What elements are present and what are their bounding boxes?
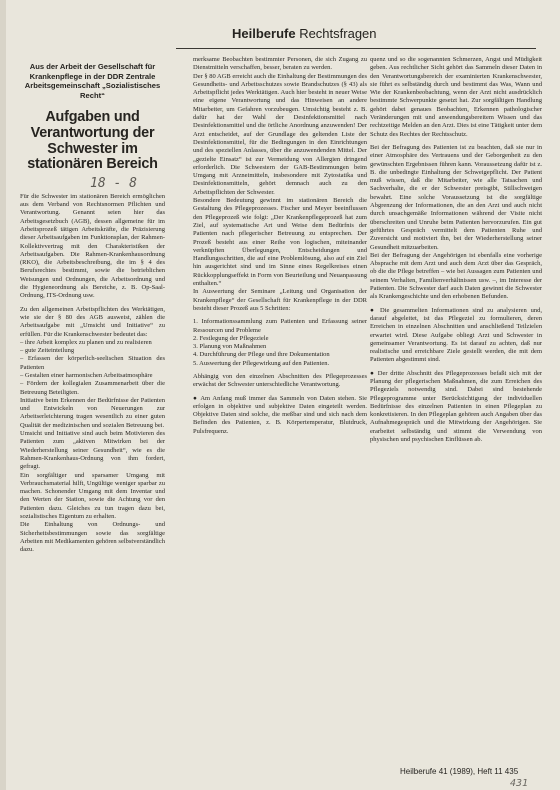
article-title: Aufgaben und Verantwortung der Schwester im stationären Bereich (27, 109, 158, 173)
paragraph: Initiative beim Erkennen der Bedürfnisse der Patienten und Entwickeln von Neuerungen zur Arbeitserleichterung tragen wesentlich zu einer guten Qualität der medizinischen und sozialen Betreuung bei. (20, 396, 165, 429)
paragraph: Zu den allgemeinen Arbeitspflichten des Werktätigen, wie sie der § 80 des AGB ausweist, zählen die Arbeitsaufgabe mit „Umsicht und Initiative“ zu erfüllen. Für die Krankenschwester bedeutet das: (20, 305, 165, 338)
list-item: – Fördern der kollegialen Zusammenarbeit über die Betreuung Beteiligten. (20, 380, 165, 396)
header-section: Heilberufe (232, 26, 296, 41)
list-item: – ihre Arbeit komplex zu planen und zu realisieren (20, 338, 152, 346)
list-item: 3. Planung von Maßnahmen (193, 343, 267, 351)
paragraph: ● Der dritte Abschnitt des Pflegeprozesses befaßt sich mit der Planung der pflegerischen Maßnahmen, die zum Erreichen des Pflegeziels notwendig sind. Dabei sind bestehende Pflegeprogramme unter Berücksichtigung der individuellen Bedürfnisse des einzelnen Patienten in einen Pflegeplan zu konkretisieren. In den Pflegeplan gehören auch Angaben über das Aufnahmegespräch und die Mitwirkung der Angehörigen. Sie erarbeitet selbständig und stimmt die Verwendung von physischen und psychischen Einflüssen ab. (370, 369, 542, 444)
header-topic: Rechtsfragen (295, 26, 377, 41)
paragraph: ● Am Anfang muß immer das Sammeln von Daten stehen. Sie erfolgen in objektive und subjektive Daten eingeteilt werden. Objektive Daten sind solche, die meßbar sind und sich nach dem Befinden des Patienten, z. B. Körpertemperatur, Blutdruck, Pulsfrequenz. (193, 394, 367, 435)
paragraph: Die Einhaltung von Ordnungs- und Sicherheitsbestimmungen sowie das sorgfältige Arbeiten mit Medikamenten gehören selbstverständlich dazu. (20, 521, 165, 554)
paragraph: Abhängig von den einzelnen Abschnitten des Pflegeprozesses erwächst der Schwester unterschiedliche Verantwortung. (193, 372, 367, 389)
paragraph: merksame Beobachten bestimmter Personen, die sich Zugang zu Dienstmitteln verschaffen, besser, beraten zu werden. (193, 56, 367, 72)
paragraph: Ein sorgfältiger und sparsamer Umgang mit Verbrauchsmaterial hilft, Ungültige weniger sparbar zu machen. Schonender Umgang mit dem Inventar und den Werten der Station, sowie die Achtung vor den Patienten dazu. Gleiches zu tun tragen dazu bei, sozialistisches Eigentum zu erhalten. (20, 471, 165, 521)
list-item: – Gestalten einer harmonischen Arbeitsatmosphäre (20, 371, 153, 379)
handwritten-note: 18 - 8 (90, 175, 137, 191)
paragraph: Für die Schwester im stationären Bereich ermöglichen aus dem Verband von Rechtsnormen Pflichten und Verantwortung. Genannt seien hier das Arbeitsgesetzbuch (AGB), dessen allgemeine für im Arbeitsprozeß tätigen Arbeitskräfte, die Präzisierung dieser Arbeitsaufgaben im Funktionsplan, der Rahmen-Kollektivvertrag mit den Charakteristiken der Arbeitsaufgaben. Die Rahmen-Krankenhausordnung (RKO), die Arbeitsbeschreibung, die im § 4 des Berufsrechtes bestimmt, sowie die betrieblichen Weisungen und Ordnungen, die Arbeitsordnung und die Hygieneordnung als Bereiche, z. B. Op-Saal-Ordnung, ITS-Ordnung usw. (20, 192, 165, 300)
paragraph: Besondere Bedeutung gewinnt im stationären Bereich die Gestaltung des Pflegeprozesses. Fischer und Meyer beeinflussen den Pflegeprozeß wie folgt: „Der Krankenpflegeprozeß hat zum Ziel, auf systematische Art und Weise dem Bedürfnis der Patienten nach pflegerischer Betreuung zu entsprechen. Der Prozeß besteht aus einer Reihe von logischen, miteinander verknüpften Überlegungen, Entscheidungen und Handlungsschritten, die auf eine Problemlösung, also auf ein Ziel hin ausgerichtet sind und im Sinne eines Regelkreises einen Rückkopplungseffekt in Form von Beurteilung und Neuanpassung enthalten.“ (193, 197, 367, 288)
column-3 (370, 56, 542, 756)
paragraph: quenz und so die sogenannten Schmerzen, Angst und Müdigkeit geben. Aus rechtlicher Sicht gehört das Sammeln dieser Daten in den Verantwortungsbereich der examinierten Krankenschwester, sie führt es selbständig durch und bestimmt das Was, Wann und Wie der Krankenbeobachtung, wenn der Arzt nicht ausdrücklich bestimmte Schwerpunkte gesetzt hat. Zur sorgfältigen Handlung gehört dabei genaues Beobachten, Erkennen pathologischer Veränderungen mit und anwendungsbereitem Wissen und das rechtzeitige Melden an den Arzt. Dies ist eine Tätigkeit unter dem Schutz des Rechtes der Rechtsschutz. (370, 56, 542, 138)
paragraph: In Auswertung der Seminare „Leitung und Organisation der Krankenpflege“ der Gesellschaft für Krankenpflege in der DDR besteht dieser Prozeß aus 5 Schritten: (193, 288, 367, 312)
paragraph: Umsicht und Initiative sind auch beim Motivieren des Patienten zum „aktiven Mitwirken bei der Wiederherstellung seiner Gesundheit“, wie es die Rahmen-Krankenhaus-Ordnung von ihm fordert, gefragt. (20, 430, 165, 471)
running-header (232, 22, 532, 46)
paragraph: Der § 80 AGB erreicht auch die Einhaltung der Bestimmungen des Gesundheits- und Arbeitsschutzes sowie Brandschutzes (§ 43) als Arbeitspflicht jedes Werktätigen. Auch hier besteht in neuer Weise eine eigene Verantwortung und das Hinweisen an andere Mitarbeiter, um Gefahren vorzubeugen. Umsichtig besteht z. B. dafür hat der Wahl der Desinfektionsmittel nach Desinfektionsmittel und die örtliche Anordnung anzuwenden! Der Arzt entscheidet, auf der Grundlage des geltenden Liste der Desinfektionsmittel, für die Bedingungen in den Einrichtungen und des speziellen Anlasses, über die anzuwendenden Mittel. Der „gezielte Einsatz“ ist zur Vermeidung von Allergien dringend erforderlich. Die Schwestern der GAB-Bestimmungen beim Umgang mit Arzneimitteln, insbesondere mit Zytostatika und Desinfektionsmitteln, gehört demnach auch zu den Arbeitspflichten der Schwester. (193, 72, 367, 196)
header-rule (176, 48, 536, 49)
article-kicker: Aus der Arbeit der Gesellschaft für Krankenpflege in der DDR Zentrale Arbeitsgemeinschaft „Sozialistisches Recht“ (24, 62, 161, 100)
column-2 (193, 56, 367, 756)
handwritten-page-number: 431 (510, 778, 529, 789)
paragraph: Bei der Befragung des Patienten ist zu beachten, daß sie nur in einer Atmosphäre des Vertrauens und der Geborgenheit zu den gewünschten Ergebnissen führen kann. Voraussetzung dafür ist z. B. die unbedingte Einhaltung der Schweigepflicht. Der Patient muß wissen, daß die Mitarbeiter, wie alle Tatsachen und Sachverhalte, die er der Schwester preisgibt, Stillschweigen bewahrt. Eine solche Voraussetzung ist die sorgfältige Abgrenzung der Informationen, die an den Arzt und auch nicht durch unsachgemäße Informationen während der Visite nicht überschreiten und Unruhe beim Patienten hervorzurufen. Ein gut geführtes Gespräch vermittelt dem Patienten Ruhe und Zuversicht und motiviert ihn, bei der Wiederherstellung seiner Gesundheit mitzuarbeiten. (370, 143, 542, 251)
list-item: 2. Festlegung der Pflegeziele (193, 334, 269, 342)
page-footer: Heilberufe 41 (1989), Heft 11 435 (400, 767, 519, 776)
paragraph: ● Die gesammelten Informationen sind zu analysieren und, darauf abgeleitet, ist das Pflegeziel zu formulieren, deren Erreichen in einzelnen Abschnitten und anschließend Teilzielen erwartet wird. Diese Aufgabe obliegt Arzt und Schwester in gemeinsamer Verantwortung. Es ist darauf zu achten, daß nur realistische und erreichbare Ziele gestellt werden, die mit dem Patienten abgestimmt sind. (370, 306, 542, 364)
column-1 (20, 56, 165, 756)
list-item: 1. Informationssammlung zum Patienten und Erfassung seiner Ressourcen und Probleme (193, 318, 367, 334)
paragraph: Bei der Befragung der Angehörigen ist ebenfalls eine vorherige Absprache mit dem Arzt und auch dem Arzt über das Gespräch, ob die die Pflege betreffen – wie bei Aussagen zum Patienten und seinem Verhalten, Familienverhältnissen usw. –, im Interesse der Patienten. Die Schwester darf auch Daten gewinnt die Schwester als Krankengeschichte und den erhobenen Befunden. (370, 251, 542, 301)
list-item: 4. Durchführung der Pflege und ihre Dokumentation (193, 351, 330, 359)
page-binding-edge (0, 0, 6, 790)
list-item: – gute Zeiteinteilung (20, 347, 75, 355)
list-item: 5. Auswertung der Pflegewirkung auf den Patienten. (193, 359, 330, 367)
list-item: – Erfassen der körperlich-seelischen Situation des Patienten (20, 355, 165, 371)
